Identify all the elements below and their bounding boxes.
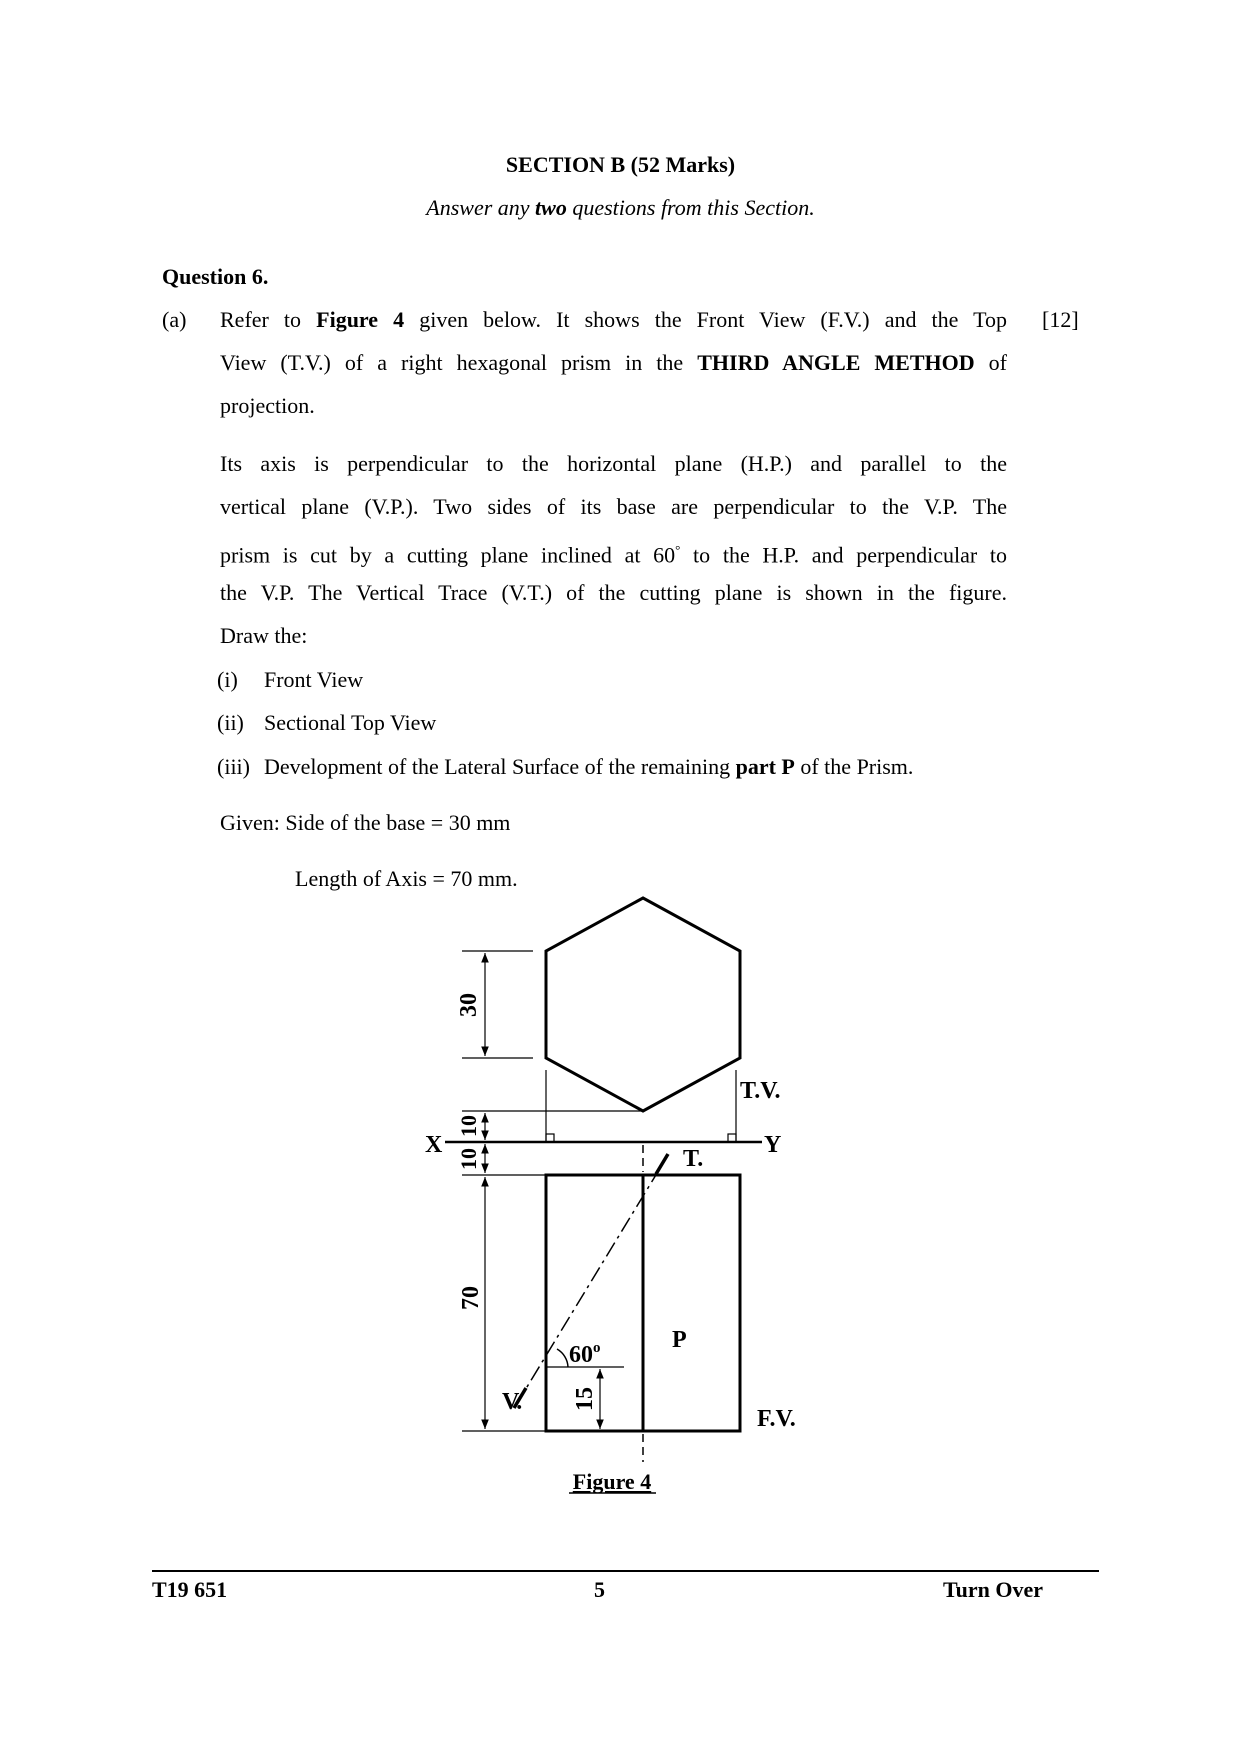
- dim-10b-label: 10: [456, 1148, 481, 1170]
- dim-70-label: 70: [458, 1286, 484, 1310]
- section-title: SECTION B (52 Marks): [505, 152, 736, 177]
- footer-page-number: 5: [594, 1577, 605, 1602]
- item-num-1: (i): [217, 667, 238, 692]
- footer-rule: [152, 1570, 1099, 1572]
- fv-label: F.V.: [757, 1406, 796, 1432]
- tv-label: T.V.: [740, 1078, 781, 1104]
- question-title: Question 6.: [162, 264, 269, 289]
- dim-10a-label: 10: [456, 1115, 481, 1137]
- figure-caption: Figure 4: [572, 1469, 652, 1494]
- angle-arc: [557, 1349, 568, 1367]
- marks: [12]: [1042, 307, 1079, 332]
- t-label: T.: [683, 1146, 704, 1172]
- item-text-1: Front View: [264, 667, 364, 692]
- section-instruction: Answer any two questions from this Section.: [426, 195, 815, 220]
- vt-end-upper: [656, 1154, 668, 1174]
- x-label: X: [425, 1132, 443, 1158]
- para1-line2: View (T.V.) of a right hexagonal prism in the THIRD ANGLE METHOD of: [220, 350, 1007, 375]
- para1-line3: projection.: [220, 393, 315, 418]
- para2-line4: the V.P. The Vertical Trace (V.T.) of the cutting plane is shown in the figure.: [220, 580, 1007, 605]
- footer-turn-over: Turn Over: [943, 1577, 1044, 1602]
- para2-line1: Its axis is perpendicular to the horizontal plane (H.P.) and parallel to the: [220, 451, 1007, 476]
- item-num-3: (iii): [217, 754, 250, 779]
- given-axis: Length of Axis = 70 mm.: [295, 866, 518, 891]
- item-text-2: Sectional Top View: [264, 710, 437, 735]
- para2-line3: prism is cut by a cutting plane inclined at 60° to the H.P. and perpendicular to: [220, 542, 1007, 568]
- angle-label: 60$^o$: [569, 1340, 601, 1368]
- dim-15-label: 15: [572, 1387, 598, 1411]
- part-label: (a): [162, 307, 187, 332]
- dim-30-label: 30: [456, 993, 482, 1017]
- v-label: V.: [502, 1389, 523, 1415]
- y-label: Y: [764, 1132, 782, 1158]
- para2-line2: vertical plane (V.P.). Two sides of its base are perpendicular to the V.P. The: [220, 494, 1007, 519]
- given-base: Given: Side of the base = 30 mm: [220, 810, 511, 835]
- para1-line1: Refer to Figure 4 given below. It shows the Front View (F.V.) and the Top: [220, 307, 1007, 332]
- item-text-3: Development of the Lateral Surface of the remaining part P of the Prism.: [264, 754, 914, 779]
- draw-the: Draw the:: [220, 623, 308, 648]
- item-num-2: (ii): [217, 710, 244, 735]
- hexagon-top-view: [546, 898, 740, 1111]
- part-p-label: P: [672, 1327, 687, 1353]
- footer-code: T19 651: [152, 1577, 228, 1602]
